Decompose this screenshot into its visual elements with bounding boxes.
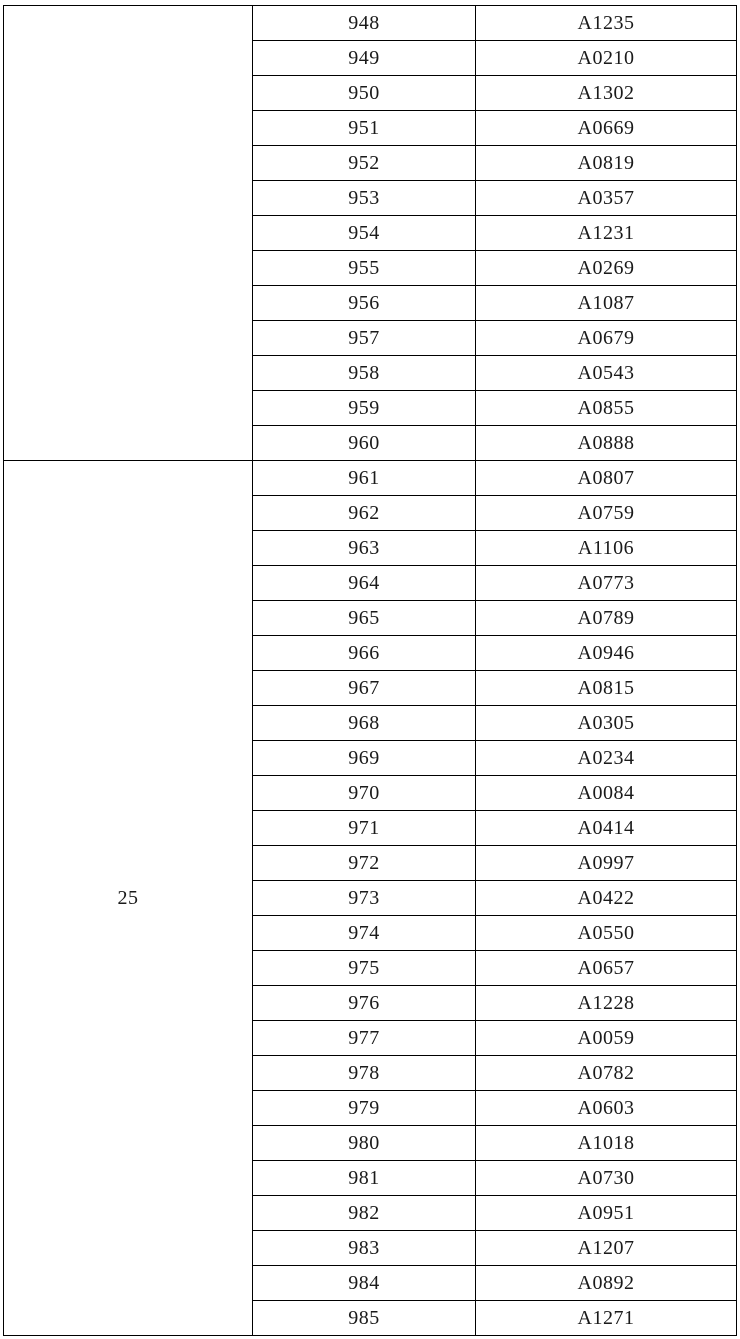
row-index: 956 — [253, 286, 476, 321]
data-table — [3, 5, 737, 1336]
row-index: 964 — [253, 566, 476, 601]
row-index: 983 — [253, 1231, 476, 1266]
row-index: 979 — [253, 1091, 476, 1126]
row-index: 961 — [253, 461, 476, 496]
row-index: 953 — [253, 181, 476, 216]
row-code: A1228 — [476, 986, 737, 1021]
row-index: 950 — [253, 76, 476, 111]
row-code: A0084 — [476, 776, 737, 811]
row-code: A0357 — [476, 181, 737, 216]
row-index: 967 — [253, 671, 476, 706]
row-index: 954 — [253, 216, 476, 251]
row-index: 963 — [253, 531, 476, 566]
row-index: 973 — [253, 881, 476, 916]
row-index: 971 — [253, 811, 476, 846]
row-code: A1271 — [476, 1301, 737, 1336]
row-index: 985 — [253, 1301, 476, 1336]
row-code: A0234 — [476, 741, 737, 776]
row-index: 982 — [253, 1196, 476, 1231]
row-code: A1302 — [476, 76, 737, 111]
row-index: 951 — [253, 111, 476, 146]
row-index: 965 — [253, 601, 476, 636]
table-body — [4, 6, 737, 1336]
row-code: A0679 — [476, 321, 737, 356]
row-code: A0782 — [476, 1056, 737, 1091]
group-cell-25: 25 — [4, 461, 253, 1336]
row-index: 984 — [253, 1266, 476, 1301]
row-code: A0550 — [476, 916, 737, 951]
row-code: A1018 — [476, 1126, 737, 1161]
table-row — [4, 461, 737, 496]
row-code: A0789 — [476, 601, 737, 636]
row-code: A0997 — [476, 846, 737, 881]
row-index: 958 — [253, 356, 476, 391]
row-code: A0543 — [476, 356, 737, 391]
row-index: 949 — [253, 41, 476, 76]
row-code: A0759 — [476, 496, 737, 531]
table-row — [4, 6, 737, 41]
group-cell-blank — [4, 6, 253, 461]
row-index: 972 — [253, 846, 476, 881]
document-page — [0, 5, 740, 1339]
row-index: 980 — [253, 1126, 476, 1161]
row-code: A1207 — [476, 1231, 737, 1266]
row-code: A0946 — [476, 636, 737, 671]
row-index: 955 — [253, 251, 476, 286]
row-code: A0657 — [476, 951, 737, 986]
row-code: A0855 — [476, 391, 737, 426]
row-code: A0210 — [476, 41, 737, 76]
row-index: 957 — [253, 321, 476, 356]
row-code: A0773 — [476, 566, 737, 601]
row-index: 969 — [253, 741, 476, 776]
row-index: 948 — [253, 6, 476, 41]
row-index: 974 — [253, 916, 476, 951]
row-index: 959 — [253, 391, 476, 426]
row-code: A1106 — [476, 531, 737, 566]
row-index: 975 — [253, 951, 476, 986]
row-index: 966 — [253, 636, 476, 671]
row-code: A0669 — [476, 111, 737, 146]
row-code: A0059 — [476, 1021, 737, 1056]
row-code: A0305 — [476, 706, 737, 741]
row-index: 962 — [253, 496, 476, 531]
row-index: 977 — [253, 1021, 476, 1056]
row-code: A0888 — [476, 426, 737, 461]
row-code: A0951 — [476, 1196, 737, 1231]
row-index: 968 — [253, 706, 476, 741]
row-index: 960 — [253, 426, 476, 461]
row-code: A0815 — [476, 671, 737, 706]
row-code: A0807 — [476, 461, 737, 496]
row-code: A1235 — [476, 6, 737, 41]
row-index: 978 — [253, 1056, 476, 1091]
row-index: 981 — [253, 1161, 476, 1196]
row-code: A0892 — [476, 1266, 737, 1301]
row-code: A0819 — [476, 146, 737, 181]
row-index: 970 — [253, 776, 476, 811]
row-code: A0603 — [476, 1091, 737, 1126]
row-code: A0414 — [476, 811, 737, 846]
row-code: A0269 — [476, 251, 737, 286]
row-index: 976 — [253, 986, 476, 1021]
row-code: A0730 — [476, 1161, 737, 1196]
row-code: A1231 — [476, 216, 737, 251]
row-code: A0422 — [476, 881, 737, 916]
row-code: A1087 — [476, 286, 737, 321]
row-index: 952 — [253, 146, 476, 181]
